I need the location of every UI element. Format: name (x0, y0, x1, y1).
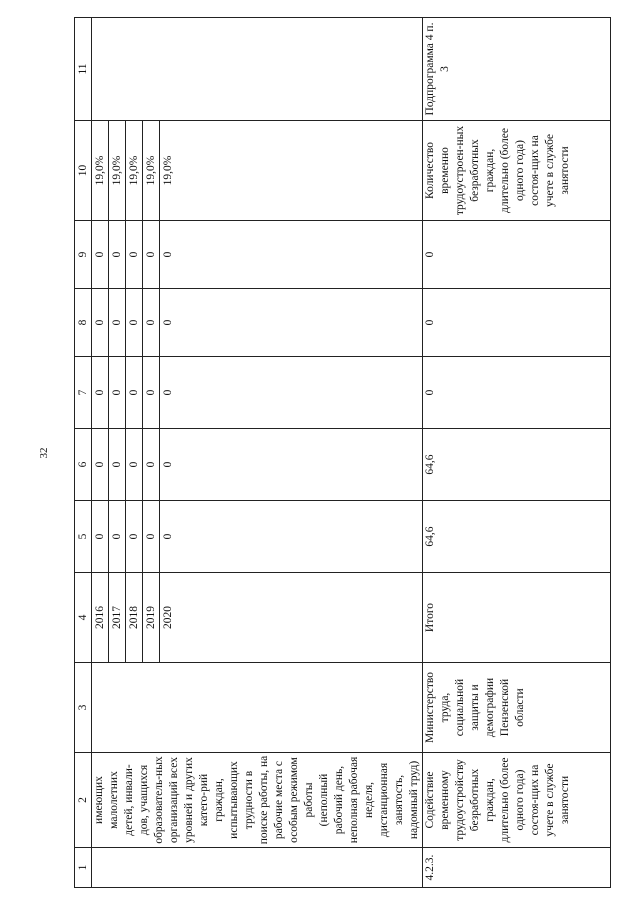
value: 0 (126, 289, 143, 356)
value: 0 (109, 289, 126, 356)
year-value: 2019 (143, 573, 160, 662)
value: 0 (160, 357, 177, 428)
table-row (423, 18, 611, 888)
year-value: 2020 (160, 573, 177, 662)
value: 0 (126, 221, 143, 288)
value: 0 (423, 289, 611, 357)
rotated-table-wrapper (74, 18, 614, 888)
description-cell: имеющих малолетних детей, инвали-дов, учащихся образователь-ных организаций всех уровней и других катего-рий граждан, испытывающих трудности в поиске работы, на рабочие места с особым режимом работы (неполный рабочий день, неполная рабочая неделя, дистанционная занятость, надомный труд) (92, 753, 423, 848)
value: 19,0% (94, 155, 106, 186)
table-row (92, 18, 423, 888)
year-cell: Итого (423, 573, 611, 663)
year-value: 2018 (126, 573, 143, 662)
value: 19,0% (143, 121, 160, 220)
value: 0 (423, 221, 611, 289)
header-cell: 7 (75, 357, 92, 429)
value: 0 (109, 221, 126, 288)
value: 0 (126, 501, 143, 572)
col8-cell (92, 289, 423, 357)
year-value: 2017 (109, 573, 126, 662)
value: 0 (423, 357, 611, 429)
value: 19,0% (160, 121, 177, 220)
value: 0 (94, 461, 106, 468)
value: 19,0% (109, 121, 126, 220)
header-cell: 6 (75, 429, 92, 501)
subprogram-cell: Подпрограмма 4 п. 3 (423, 18, 611, 121)
col7-cell (92, 357, 423, 429)
value: 0 (126, 357, 143, 428)
value: 0 (160, 501, 177, 572)
row-number-cell (92, 848, 423, 888)
indicator-cell: Количество временно трудоустроен-ных безработных граждан, длительно (более одного года) состоя-щих на учете в службе занятости (423, 121, 611, 221)
value: 0 (109, 429, 126, 500)
value: 0 (160, 289, 177, 356)
value: 0 (143, 289, 160, 356)
value: 0 (160, 221, 177, 288)
value: 0 (160, 429, 177, 500)
value: 0 (94, 251, 106, 258)
value: 0 (126, 429, 143, 500)
row-number-cell: 4.2.3. (423, 848, 611, 888)
value: 0 (109, 357, 126, 428)
header-cell: 5 (75, 501, 92, 573)
ministry-cell: Министерство труда, социальной защиты и демографии Пензенской области (423, 663, 611, 753)
col10-cell (92, 121, 423, 221)
value: 0 (143, 429, 160, 500)
header-cell: 1 (75, 848, 92, 888)
header-row (75, 18, 92, 888)
year-cell (92, 573, 423, 663)
value: 0 (94, 389, 106, 396)
header-cell: 9 (75, 221, 92, 289)
budget-table (74, 17, 611, 888)
value: 0 (94, 533, 106, 540)
header-cell: 10 (75, 121, 92, 221)
value: 64,6 (423, 429, 611, 501)
value: 0 (143, 357, 160, 428)
year-value: 2016 (94, 606, 106, 629)
header-cell: 2 (75, 753, 92, 848)
page-number: 32 (38, 447, 50, 459)
col6-cell (92, 429, 423, 501)
description-cell: Содействие временному трудоустройству безработных граждан, длительно (более одного года) состоя-щих на учете в службе занятости (423, 753, 611, 848)
value: 0 (94, 319, 106, 326)
header-cell: 8 (75, 289, 92, 357)
value: 64,6 (423, 501, 611, 573)
value: 0 (109, 501, 126, 572)
header-cell: 3 (75, 663, 92, 753)
value: 0 (143, 501, 160, 572)
col5-cell (92, 501, 423, 573)
header-cell: 4 (75, 573, 92, 663)
col11-cell (92, 18, 423, 121)
ministry-cell (92, 663, 423, 753)
header-cell: 11 (75, 18, 92, 121)
value: 0 (143, 221, 160, 288)
col9-cell (92, 221, 423, 289)
value: 19,0% (126, 121, 143, 220)
